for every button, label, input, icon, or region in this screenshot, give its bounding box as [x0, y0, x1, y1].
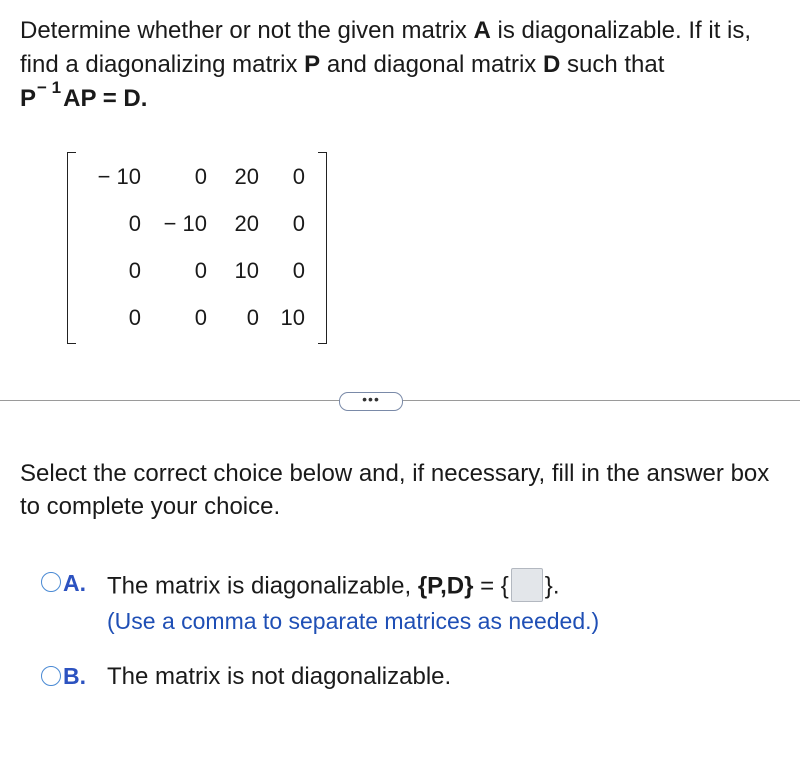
matrix-cell: 0 — [292, 211, 305, 236]
matrix-cell: 0 — [128, 305, 141, 330]
choice-a-radio[interactable] — [41, 572, 61, 592]
question-part: Determine whether or not the given matrix — [20, 17, 474, 44]
matrix-cell: 20 — [234, 164, 259, 189]
set-label: {P,D} — [417, 572, 474, 600]
matrix-symbol-d: D — [542, 51, 561, 78]
choice-b-radio[interactable] — [41, 666, 61, 686]
choice-b-text: The matrix is not diagonalizable. — [107, 663, 452, 690]
matrix-cell: − 10 — [97, 164, 141, 189]
matrix-cell: 0 — [128, 211, 141, 236]
question-part: and diagonal matrix — [320, 51, 543, 78]
question-text — [20, 14, 790, 118]
question-part: is diagonalizable. If it is, find a diagonalizing matrix — [20, 17, 752, 78]
matrix-a — [67, 152, 327, 344]
choice-b-letter: B. — [63, 663, 86, 689]
matrix-cell: 0 — [194, 164, 207, 189]
matrix-cell: 10 — [280, 305, 305, 330]
formula-exponent: − 1 — [37, 78, 62, 97]
matrix-cell: 0 — [194, 305, 207, 330]
formula: $P^{- 1}AP = D$. — [20, 78, 148, 112]
show-more-button[interactable]: ••• — [339, 392, 403, 411]
right-bracket — [318, 152, 327, 344]
answer-input-box[interactable] — [511, 568, 543, 602]
choice-a-letter: A. — [63, 570, 86, 596]
matrix-cell: 0 — [292, 258, 305, 283]
matrix-cell: 0 — [128, 258, 141, 283]
matrix-cell: 20 — [234, 211, 259, 236]
matrix-symbol-a: A — [473, 17, 491, 44]
matrix-cell: 10 — [234, 258, 259, 283]
question-part: such that — [560, 51, 665, 78]
instruction-text: Select the correct choice below and, if necessary, fill in the answer box to complete your choice. — [20, 460, 770, 520]
matrix-cell: 0 — [194, 258, 207, 283]
matrix-symbol-p: P — [304, 51, 321, 78]
left-bracket — [67, 152, 76, 344]
choice-a-text: The matrix is diagonalizable, {P,D} = { }. — [107, 570, 559, 604]
matrix-cell: 0 — [246, 305, 259, 330]
choice-a-hint: (Use a comma to separate matrices as needed.) — [107, 608, 600, 634]
matrix-cell: 0 — [292, 164, 305, 189]
matrix-cell: − 10 — [163, 211, 207, 236]
